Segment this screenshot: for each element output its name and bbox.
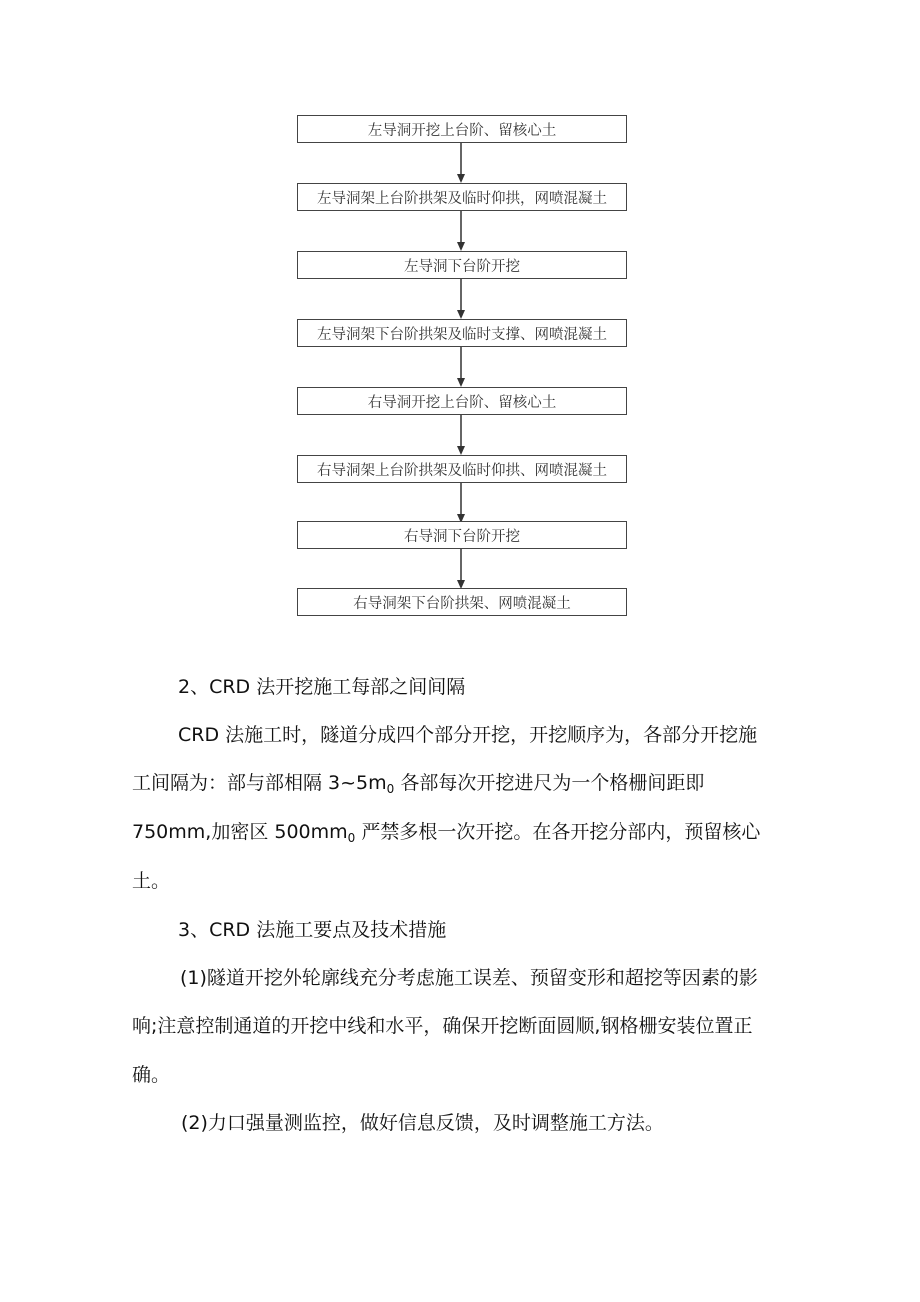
subscript-mark: 0 [347,831,356,845]
paragraph-line: CRD 法施工时，隧道分成四个部分开挖，开挖顺序为，各部分开挖施 [178,724,758,746]
flow-arrow-icon [456,279,466,319]
line-text: 750mm,加密区 500mm [132,821,348,843]
flow-step-5: 右导洞开挖上台阶、留核心土 [297,387,627,415]
paragraph-line [132,768,704,796]
paragraph-line [132,817,760,845]
line-text: 各部每次开挖进尺为一个格栅间距即 [394,772,705,794]
subscript-mark: 0 [386,782,395,796]
flow-step-4: 左导洞架下台阶拱架及临时支撑、网喷混凝土 [297,319,627,347]
section-3-item-2: (2)力口强量测监控，做好信息反馈，及时调整施工方法。 [181,1112,664,1134]
paragraph-line: 土。 [132,870,171,892]
paragraph-line: 确。 [132,1064,171,1086]
section-2-heading: 2、CRD 法开挖施工每部之间间隔 [178,676,466,698]
flow-step-3: 左导洞下台阶开挖 [297,251,627,279]
section-3-heading: 3、CRD 法施工要点及技术措施 [178,919,447,941]
flow-arrow-icon [456,347,466,387]
paragraph-line: (1)隧道开挖外轮廓线充分考虑施工误差、预留变形和超挖等因素的影 [180,967,758,989]
flow-arrow-icon [456,143,466,183]
paragraph-line: 响;注意控制通道的开挖中线和水平，确保开挖断面圆顺,钢格栅安装位置正 [132,1015,753,1037]
flow-step-2: 左导洞架上台阶拱架及临时仰拱，网喷混凝土 [297,183,627,211]
line-text: 严禁多根一次开挖。在各开挖分部内，预留核心 [355,821,761,843]
flow-arrow-icon [456,549,466,589]
flow-arrow-icon [456,483,466,523]
flow-step-6: 右导洞架上台阶拱架及临时仰拱、网喷混凝土 [297,455,627,483]
flow-step-7: 右导洞下台阶开挖 [297,521,627,549]
flow-arrow-icon [456,211,466,251]
flow-step-8: 右导洞架下台阶拱架、网喷混凝土 [297,588,627,616]
line-text: 工间隔为：部与部相隔 3~5m [132,772,387,794]
flow-step-1: 左导洞开挖上台阶、留核心土 [297,115,627,143]
flow-arrow-icon [456,415,466,455]
